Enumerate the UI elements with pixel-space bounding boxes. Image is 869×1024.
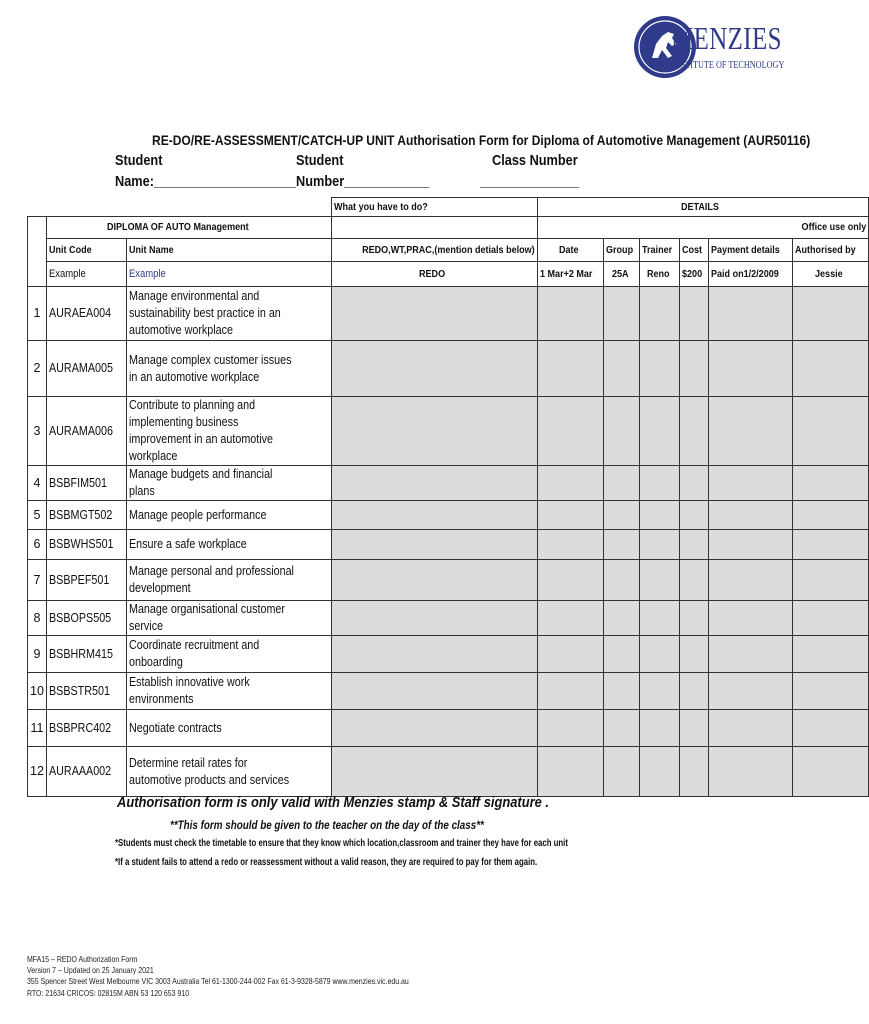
- unit-name: Establish innovative work environments: [126, 673, 331, 710]
- cost-cell[interactable]: [680, 466, 708, 501]
- redo-cell[interactable]: [331, 341, 537, 397]
- date-cell[interactable]: [537, 601, 603, 636]
- group-cell[interactable]: [603, 710, 640, 747]
- col-redo: REDO,WT,PRAC,(mention detials below): [331, 239, 537, 262]
- class-number-field[interactable]: ______________: [480, 173, 580, 190]
- cost-cell[interactable]: [680, 397, 708, 466]
- num-header: [28, 217, 47, 239]
- date-cell[interactable]: [537, 560, 603, 601]
- table-row: [28, 341, 869, 397]
- authorised-cell[interactable]: [793, 341, 869, 397]
- group-cell[interactable]: [603, 530, 640, 560]
- group-cell[interactable]: [603, 341, 640, 397]
- table-row: [28, 747, 869, 797]
- payment-cell[interactable]: [708, 530, 793, 560]
- unit-name: Manage budgets and financial plans: [126, 466, 331, 501]
- redo-cell[interactable]: [331, 636, 537, 673]
- blank-header: [331, 217, 537, 239]
- unit-name: Negotiate contracts: [126, 710, 331, 747]
- unit-code: BSBPEF501: [46, 560, 126, 601]
- group-cell[interactable]: [603, 673, 640, 710]
- footer-form-id: MFA15 – REDO Authorization Form: [27, 954, 138, 964]
- trainer-cell[interactable]: [640, 287, 680, 341]
- redo-cell[interactable]: [331, 601, 537, 636]
- row-number: 10: [28, 673, 47, 710]
- authorisation-note: Authorisation form is only valid with Menzies stamp & Staff signature .: [117, 794, 549, 811]
- date-cell[interactable]: [537, 710, 603, 747]
- group-cell[interactable]: [603, 747, 640, 797]
- col-cost: Cost: [680, 239, 708, 262]
- col-trainer: Trainer: [640, 239, 680, 262]
- col-unit-code: Unit Code: [46, 239, 126, 262]
- student-number-field[interactable]: Number____________: [296, 173, 430, 190]
- group-cell[interactable]: [603, 466, 640, 501]
- redo-cell[interactable]: [331, 530, 537, 560]
- payment-cell[interactable]: [708, 397, 793, 466]
- office-use-label: Office use only: [537, 217, 868, 239]
- unit-code: AURAEA004: [46, 287, 126, 341]
- unit-name: Contribute to planning and implementing business improvement in an automotive workplace: [126, 397, 331, 466]
- cost-cell[interactable]: [680, 601, 708, 636]
- example-payment: Paid on1/2/2009: [708, 262, 793, 287]
- header-spacer: [28, 198, 332, 217]
- row-number: 12: [28, 747, 47, 797]
- example-num: [28, 262, 47, 287]
- trainer-cell[interactable]: [640, 530, 680, 560]
- authorised-cell[interactable]: [793, 710, 869, 747]
- example-authorised: Jessie: [793, 262, 869, 287]
- date-cell[interactable]: [537, 341, 603, 397]
- cost-cell[interactable]: [680, 747, 708, 797]
- group-cell[interactable]: [603, 636, 640, 673]
- redo-cell[interactable]: [331, 501, 537, 530]
- cost-cell[interactable]: [680, 501, 708, 530]
- table-row: [28, 636, 869, 673]
- student-name-label: Student: [115, 152, 163, 169]
- timetable-note: *Students must check the timetable to ensure that they know which location,classroom and trainer they have for each unit: [115, 838, 568, 849]
- example-unit-name: Example: [126, 262, 331, 287]
- payment-cell[interactable]: [708, 501, 793, 530]
- date-cell[interactable]: [537, 636, 603, 673]
- group-cell[interactable]: [603, 501, 640, 530]
- trainer-cell[interactable]: [640, 560, 680, 601]
- unit-code: BSBPRC402: [46, 710, 126, 747]
- trainer-cell[interactable]: [640, 397, 680, 466]
- cost-cell[interactable]: [680, 341, 708, 397]
- authorised-cell[interactable]: [793, 560, 869, 601]
- row-number: 6: [28, 530, 47, 560]
- table-row: [28, 530, 869, 560]
- what-label: What you have to do?: [331, 198, 537, 217]
- example-unit-code: Example: [46, 262, 126, 287]
- unit-code: BSBWHS501: [46, 530, 126, 560]
- unit-code: BSBHRM415: [46, 636, 126, 673]
- date-cell[interactable]: [537, 397, 603, 466]
- authorised-cell[interactable]: [793, 601, 869, 636]
- trainer-cell[interactable]: [640, 710, 680, 747]
- table-row: [28, 466, 869, 501]
- row-number: 5: [28, 501, 47, 530]
- date-cell[interactable]: [537, 466, 603, 501]
- redo-cell[interactable]: [331, 466, 537, 501]
- authorised-cell[interactable]: [793, 530, 869, 560]
- redo-cell[interactable]: [331, 287, 537, 341]
- logo-wordmark: MENZIES: [671, 20, 782, 56]
- cost-cell[interactable]: [680, 287, 708, 341]
- table-row: [28, 710, 869, 747]
- redo-cell[interactable]: [331, 710, 537, 747]
- payment-cell[interactable]: [708, 636, 793, 673]
- payment-cell[interactable]: [708, 747, 793, 797]
- class-number-label: Class Number: [492, 152, 578, 169]
- group-cell[interactable]: [603, 397, 640, 466]
- table-row: [28, 287, 869, 341]
- col-payment: Payment details: [708, 239, 793, 262]
- redo-cell[interactable]: [331, 673, 537, 710]
- cost-cell[interactable]: [680, 560, 708, 601]
- unit-code: BSBOPS505: [46, 601, 126, 636]
- col-group: Group: [603, 239, 640, 262]
- row-number: 8: [28, 601, 47, 636]
- payment-cell[interactable]: [708, 673, 793, 710]
- trainer-cell[interactable]: [640, 466, 680, 501]
- authorised-cell[interactable]: [793, 636, 869, 673]
- example-redo: REDO: [331, 262, 537, 287]
- num-col-header: [28, 239, 47, 262]
- unit-code: BSBFIM501: [46, 466, 126, 501]
- footer-registration: RTO: 21634 CRICOS: 02815M ABN 53 120 653 910: [27, 988, 190, 998]
- authorised-cell[interactable]: [793, 747, 869, 797]
- group-cell[interactable]: [603, 287, 640, 341]
- row-number: 2: [28, 341, 47, 397]
- unit-code: BSBMGT502: [46, 501, 126, 530]
- unit-name: Manage organisational customer service: [126, 601, 331, 636]
- trainer-cell[interactable]: [640, 747, 680, 797]
- trainer-cell[interactable]: [640, 601, 680, 636]
- row-number: 9: [28, 636, 47, 673]
- form-title: RE-DO/RE-ASSESSMENT/CATCH-UP UNIT Authorisation Form for Diploma of Automotive Management (AUR50116): [152, 132, 811, 148]
- date-cell[interactable]: [537, 673, 603, 710]
- unit-code: AURAAA002: [46, 747, 126, 797]
- date-cell[interactable]: [537, 530, 603, 560]
- row-number: 11: [28, 710, 47, 747]
- payment-cell[interactable]: [708, 466, 793, 501]
- unit-name: Manage complex customer issues in an automotive workplace: [126, 341, 331, 397]
- unit-name: Ensure a safe workplace: [126, 530, 331, 560]
- col-authorised: Authorised by: [793, 239, 869, 262]
- date-cell[interactable]: [537, 501, 603, 530]
- example-trainer: Reno: [640, 262, 680, 287]
- example-cost: $200: [680, 262, 708, 287]
- footer-address: 355 Spencer Street West Melbourne VIC 3003 Australia Tel 61-1300-244-002 Fax 61-3-9328-5879 www.menzies.vic.edu.au: [27, 976, 409, 986]
- col-unit-name: Unit Name: [126, 239, 331, 262]
- redo-cell[interactable]: [331, 560, 537, 601]
- redo-cell[interactable]: [331, 747, 537, 797]
- payment-cell[interactable]: [708, 287, 793, 341]
- table-row: [28, 560, 869, 601]
- trainer-cell[interactable]: [640, 673, 680, 710]
- col-date: Date: [537, 239, 603, 262]
- student-name-field[interactable]: Name:____________________: [115, 173, 296, 190]
- redo-cell[interactable]: [331, 397, 537, 466]
- trainer-cell[interactable]: [640, 341, 680, 397]
- date-cell[interactable]: [537, 747, 603, 797]
- cost-cell[interactable]: [680, 530, 708, 560]
- unit-name: Manage people performance: [126, 501, 331, 530]
- authorised-cell[interactable]: [793, 673, 869, 710]
- unit-name: Manage environmental and sustainability best practice in an automotive workplace: [126, 287, 331, 341]
- unit-code: BSBSTR501: [46, 673, 126, 710]
- table-row: [28, 397, 869, 466]
- row-number: 3: [28, 397, 47, 466]
- example-group: 25A: [603, 262, 640, 287]
- diploma-label: DIPLOMA OF AUTO Management: [46, 217, 331, 239]
- authorised-cell[interactable]: [793, 501, 869, 530]
- table-row: [28, 501, 869, 530]
- example-date: 1 Mar+2 Mar: [537, 262, 603, 287]
- trainer-cell[interactable]: [640, 636, 680, 673]
- table-row: [28, 673, 869, 710]
- cost-cell[interactable]: [680, 673, 708, 710]
- unit-code: AURAMA005: [46, 341, 126, 397]
- unit-name: Manage personal and professional development: [126, 560, 331, 601]
- unit-code: AURAMA006: [46, 397, 126, 466]
- date-cell[interactable]: [537, 287, 603, 341]
- logo-subtitle: INSTITUTE OF TECHNOLOGY: [672, 60, 785, 71]
- table-row: [28, 601, 869, 636]
- payment-cell[interactable]: [708, 710, 793, 747]
- cost-cell[interactable]: [680, 636, 708, 673]
- cost-cell[interactable]: [680, 710, 708, 747]
- payment-cell[interactable]: [708, 560, 793, 601]
- row-number: 4: [28, 466, 47, 501]
- group-cell[interactable]: [603, 601, 640, 636]
- teacher-note: **This form should be given to the teacher on the day of the class**: [170, 818, 484, 832]
- example-row: [28, 262, 869, 287]
- trainer-cell[interactable]: [640, 501, 680, 530]
- authorised-cell[interactable]: [793, 287, 869, 341]
- authorised-cell[interactable]: [793, 397, 869, 466]
- authorisation-table: [27, 197, 869, 797]
- footer-version: Version 7 – Updated on 25 January 2021: [27, 965, 154, 975]
- group-cell[interactable]: [603, 560, 640, 601]
- row-number: 7: [28, 560, 47, 601]
- authorised-cell[interactable]: [793, 466, 869, 501]
- details-label: DETAILS: [537, 198, 868, 217]
- unit-name: Coordinate recruitment and onboarding: [126, 636, 331, 673]
- attendance-note: *If a student fails to attend a redo or reassessment without a valid reason, they are required to pay for them again.: [115, 857, 538, 868]
- row-number: 1: [28, 287, 47, 341]
- unit-name: Determine retail rates for automotive products and services: [126, 747, 331, 797]
- payment-cell[interactable]: [708, 341, 793, 397]
- student-number-label: Student: [296, 152, 344, 169]
- payment-cell[interactable]: [708, 601, 793, 636]
